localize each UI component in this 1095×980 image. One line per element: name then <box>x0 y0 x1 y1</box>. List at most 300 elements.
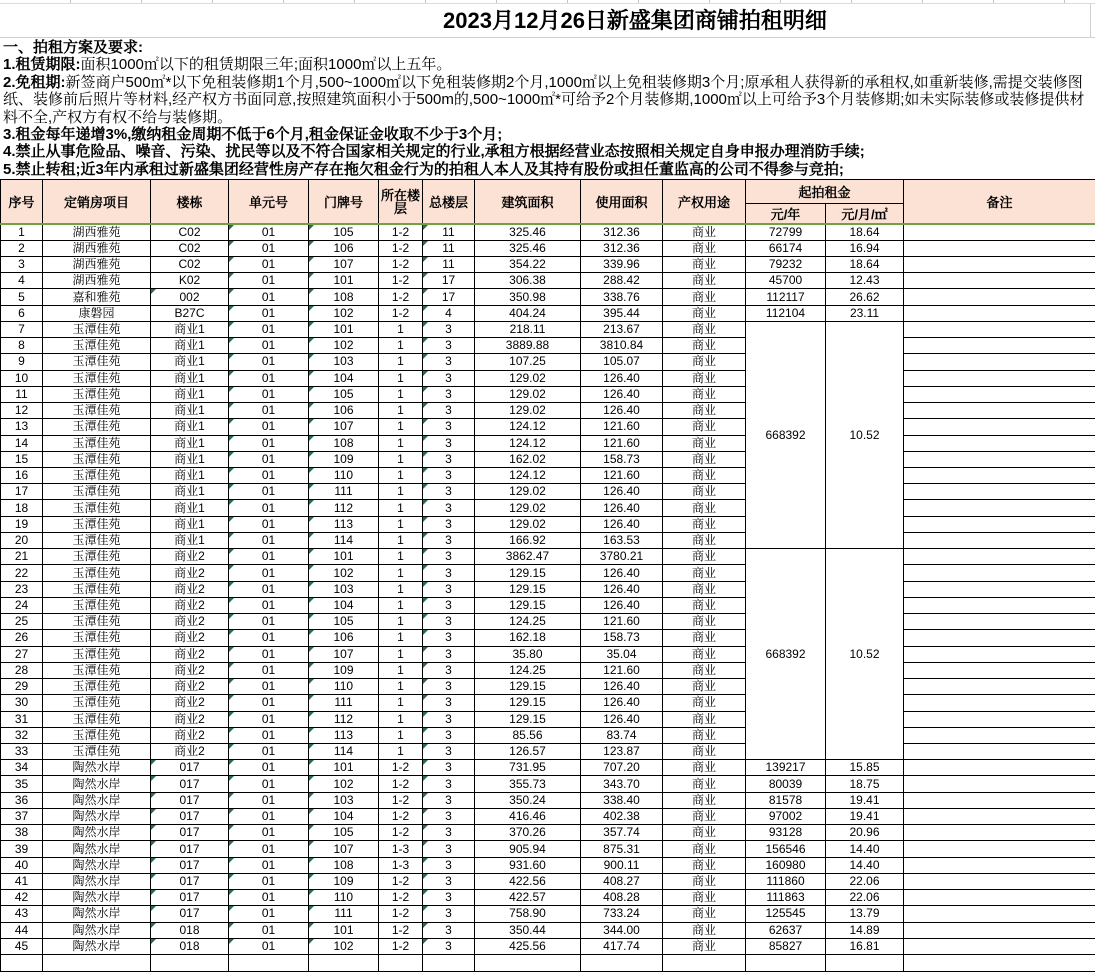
cell-unit[interactable]: 01 <box>229 354 309 370</box>
cell-unit[interactable]: 01 <box>229 646 309 662</box>
cell-remark[interactable] <box>904 354 1095 370</box>
cell-unit[interactable]: 01 <box>229 890 309 906</box>
cell-build_area[interactable]: 905.94 <box>475 841 581 857</box>
cell-door[interactable]: 107 <box>309 841 379 857</box>
cell-build_area[interactable]: 124.12 <box>475 468 581 484</box>
cell-floor[interactable]: 1 <box>379 549 423 565</box>
cell-project[interactable]: 湖西雅苑 <box>43 240 151 256</box>
cell-rent-month[interactable]: 19.41 <box>826 808 904 824</box>
cell-seq[interactable]: 18 <box>1 500 43 516</box>
cell-remark[interactable] <box>904 662 1095 678</box>
cell-seq[interactable]: 19 <box>1 516 43 532</box>
cell-usage[interactable]: 商业 <box>663 224 746 240</box>
cell-rent-month[interactable]: 18.75 <box>826 776 904 792</box>
cell-unit[interactable]: 01 <box>229 305 309 321</box>
cell-project[interactable]: 陶然水岸 <box>43 760 151 776</box>
cell-seq[interactable]: 12 <box>1 403 43 419</box>
cell-build_area[interactable]: 166.92 <box>475 532 581 548</box>
cell-project[interactable]: 玉潭佳苑 <box>43 419 151 435</box>
cell-usage[interactable]: 商业 <box>663 695 746 711</box>
cell-building[interactable]: 商业1 <box>151 468 229 484</box>
cell-use_area[interactable]: 417.74 <box>581 938 663 954</box>
cell-building[interactable]: 商业2 <box>151 727 229 743</box>
cell-rent-month[interactable]: 16.94 <box>826 240 904 256</box>
cell-door[interactable]: 111 <box>309 484 379 500</box>
cell-building[interactable]: B27C <box>151 305 229 321</box>
cell-unit[interactable]: 01 <box>229 338 309 354</box>
cell-project[interactable]: 玉潭佳苑 <box>43 727 151 743</box>
cell-unit[interactable]: 01 <box>229 321 309 337</box>
cell-building[interactable]: 017 <box>151 906 229 922</box>
cell-use_area[interactable]: 126.40 <box>581 565 663 581</box>
cell-door[interactable]: 101 <box>309 922 379 938</box>
cell-door[interactable]: 104 <box>309 597 379 613</box>
cell-floor[interactable]: 1 <box>379 679 423 695</box>
cell-door[interactable]: 108 <box>309 857 379 873</box>
cell-unit[interactable]: 01 <box>229 776 309 792</box>
cell-building[interactable]: 017 <box>151 890 229 906</box>
cell-floor[interactable]: 1-2 <box>379 776 423 792</box>
cell-rent-month[interactable]: 18.64 <box>826 256 904 272</box>
cell-rent-year[interactable]: 112104 <box>746 305 826 321</box>
cell-rent-month[interactable]: 15.85 <box>826 760 904 776</box>
col-header-rent-year[interactable]: 元/年 <box>746 204 826 225</box>
cell-use_area[interactable]: 344.00 <box>581 922 663 938</box>
cell-seq[interactable]: 36 <box>1 792 43 808</box>
cell-total_floors[interactable]: 3 <box>423 370 475 386</box>
cell-use_area[interactable]: 395.44 <box>581 305 663 321</box>
cell-usage[interactable]: 商业 <box>663 808 746 824</box>
cell-total_floors[interactable]: 3 <box>423 532 475 548</box>
cell-unit[interactable]: 01 <box>229 240 309 256</box>
cell-usage[interactable]: 商业 <box>663 484 746 500</box>
cell-use_area[interactable]: 339.96 <box>581 256 663 272</box>
cell-remark[interactable] <box>904 468 1095 484</box>
cell-seq[interactable]: 31 <box>1 711 43 727</box>
cell-door[interactable]: 109 <box>309 451 379 467</box>
cell-unit[interactable]: 01 <box>229 289 309 305</box>
cell-project[interactable]: 玉潭佳苑 <box>43 532 151 548</box>
cell-floor[interactable]: 1 <box>379 614 423 630</box>
cell-usage[interactable]: 商业 <box>663 792 746 808</box>
cell-rent-month[interactable]: 10.52 <box>826 549 904 760</box>
cell-use_area[interactable]: 408.27 <box>581 873 663 889</box>
cell-unit[interactable]: 01 <box>229 273 309 289</box>
cell-total_floors[interactable]: 3 <box>423 354 475 370</box>
cell-building[interactable]: 017 <box>151 760 229 776</box>
cell-total_floors[interactable]: 3 <box>423 338 475 354</box>
cell-build_area[interactable]: 3889.88 <box>475 338 581 354</box>
cell-door[interactable]: 114 <box>309 744 379 760</box>
cell-door[interactable]: 103 <box>309 354 379 370</box>
cell-usage[interactable]: 商业 <box>663 906 746 922</box>
cell-project[interactable]: 湖西雅苑 <box>43 273 151 289</box>
cell-empty[interactable] <box>379 955 423 972</box>
cell-project[interactable]: 玉潭佳苑 <box>43 679 151 695</box>
cell-door[interactable]: 110 <box>309 468 379 484</box>
cell-use_area[interactable]: 126.40 <box>581 500 663 516</box>
cell-build_area[interactable]: 124.12 <box>475 419 581 435</box>
cell-door[interactable]: 113 <box>309 516 379 532</box>
cell-seq[interactable]: 27 <box>1 646 43 662</box>
cell-build_area[interactable]: 218.11 <box>475 321 581 337</box>
cell-remark[interactable] <box>904 403 1095 419</box>
cell-project[interactable]: 玉潭佳苑 <box>43 386 151 402</box>
cell-rent-year[interactable]: 93128 <box>746 825 826 841</box>
cell-total_floors[interactable]: 3 <box>423 484 475 500</box>
cell-usage[interactable]: 商业 <box>663 776 746 792</box>
cell-total_floors[interactable]: 11 <box>423 256 475 272</box>
cell-floor[interactable]: 1-2 <box>379 224 423 240</box>
cell-seq[interactable]: 16 <box>1 468 43 484</box>
cell-building[interactable]: 商业2 <box>151 695 229 711</box>
cell-build_area[interactable]: 124.25 <box>475 662 581 678</box>
cell-build_area[interactable]: 129.15 <box>475 711 581 727</box>
cell-project[interactable]: 玉潭佳苑 <box>43 565 151 581</box>
cell-total_floors[interactable]: 3 <box>423 711 475 727</box>
cell-building[interactable]: 017 <box>151 792 229 808</box>
col-header-remark[interactable]: 备注 <box>904 180 1095 225</box>
cell-seq[interactable]: 4 <box>1 273 43 289</box>
cell-building[interactable]: C02 <box>151 256 229 272</box>
cell-use_area[interactable]: 121.60 <box>581 614 663 630</box>
cell-floor[interactable]: 1-2 <box>379 256 423 272</box>
cell-total_floors[interactable]: 3 <box>423 727 475 743</box>
cell-seq[interactable]: 21 <box>1 549 43 565</box>
cell-empty[interactable] <box>746 955 826 972</box>
cell-unit[interactable]: 01 <box>229 581 309 597</box>
cell-unit[interactable]: 01 <box>229 451 309 467</box>
cell-empty[interactable] <box>151 955 229 972</box>
cell-project[interactable]: 玉潭佳苑 <box>43 744 151 760</box>
cell-total_floors[interactable]: 11 <box>423 240 475 256</box>
cell-remark[interactable] <box>904 792 1095 808</box>
cell-usage[interactable]: 商业 <box>663 273 746 289</box>
cell-remark[interactable] <box>904 825 1095 841</box>
cell-door[interactable]: 112 <box>309 500 379 516</box>
cell-usage[interactable]: 商业 <box>663 922 746 938</box>
cell-floor[interactable]: 1 <box>379 419 423 435</box>
cell-project[interactable]: 玉潭佳苑 <box>43 695 151 711</box>
cell-project[interactable]: 玉潭佳苑 <box>43 711 151 727</box>
cell-building[interactable]: 017 <box>151 825 229 841</box>
cell-rent-month[interactable]: 23.11 <box>826 305 904 321</box>
cell-build_area[interactable]: 731.95 <box>475 760 581 776</box>
cell-floor[interactable]: 1 <box>379 744 423 760</box>
cell-remark[interactable] <box>904 305 1095 321</box>
cell-floor[interactable]: 1-2 <box>379 825 423 841</box>
cell-rent-year[interactable]: 668392 <box>746 321 826 548</box>
cell-project[interactable]: 陶然水岸 <box>43 857 151 873</box>
cell-seq[interactable]: 15 <box>1 451 43 467</box>
cell-total_floors[interactable]: 3 <box>423 906 475 922</box>
cell-total_floors[interactable]: 3 <box>423 614 475 630</box>
cell-door[interactable]: 108 <box>309 289 379 305</box>
cell-remark[interactable] <box>904 938 1095 954</box>
cell-usage[interactable]: 商业 <box>663 938 746 954</box>
cell-total_floors[interactable]: 3 <box>423 581 475 597</box>
cell-seq[interactable]: 20 <box>1 532 43 548</box>
cell-project[interactable]: 玉潭佳苑 <box>43 354 151 370</box>
cell-remark[interactable] <box>904 289 1095 305</box>
cell-total_floors[interactable]: 3 <box>423 646 475 662</box>
cell-rent-year[interactable]: 81578 <box>746 792 826 808</box>
cell-use_area[interactable]: 733.24 <box>581 906 663 922</box>
cell-remark[interactable] <box>904 256 1095 272</box>
cell-usage[interactable]: 商业 <box>663 679 746 695</box>
cell-door[interactable]: 103 <box>309 581 379 597</box>
cell-unit[interactable]: 01 <box>229 549 309 565</box>
cell-use_area[interactable]: 121.60 <box>581 435 663 451</box>
cell-unit[interactable]: 01 <box>229 841 309 857</box>
cell-seq[interactable]: 43 <box>1 906 43 922</box>
cell-door[interactable]: 111 <box>309 695 379 711</box>
cell-usage[interactable]: 商业 <box>663 727 746 743</box>
col-header-total-floors[interactable]: 总楼层 <box>423 180 475 225</box>
cell-build_area[interactable]: 354.22 <box>475 256 581 272</box>
cell-empty[interactable] <box>475 955 581 972</box>
cell-floor[interactable]: 1-2 <box>379 273 423 289</box>
cell-remark[interactable] <box>904 614 1095 630</box>
cell-use_area[interactable]: 707.20 <box>581 760 663 776</box>
cell-project[interactable]: 玉潭佳苑 <box>43 451 151 467</box>
cell-floor[interactable]: 1 <box>379 630 423 646</box>
cell-floor[interactable]: 1 <box>379 338 423 354</box>
cell-floor[interactable]: 1 <box>379 662 423 678</box>
cell-seq[interactable]: 26 <box>1 630 43 646</box>
cell-unit[interactable]: 01 <box>229 468 309 484</box>
cell-total_floors[interactable]: 3 <box>423 630 475 646</box>
cell-use_area[interactable]: 408.28 <box>581 890 663 906</box>
cell-building[interactable]: 017 <box>151 808 229 824</box>
cell-unit[interactable]: 01 <box>229 857 309 873</box>
cell-empty[interactable] <box>309 955 379 972</box>
cell-remark[interactable] <box>904 711 1095 727</box>
cell-rent-year[interactable]: 85827 <box>746 938 826 954</box>
cell-floor[interactable]: 1 <box>379 403 423 419</box>
cell-building[interactable]: 商业1 <box>151 532 229 548</box>
cell-seq[interactable]: 11 <box>1 386 43 402</box>
cell-door[interactable]: 101 <box>309 760 379 776</box>
cell-building[interactable]: 商业1 <box>151 370 229 386</box>
cell-usage[interactable]: 商业 <box>663 451 746 467</box>
cell-unit[interactable]: 01 <box>229 744 309 760</box>
cell-build_area[interactable]: 422.56 <box>475 873 581 889</box>
cell-project[interactable]: 湖西雅苑 <box>43 256 151 272</box>
cell-unit[interactable]: 01 <box>229 565 309 581</box>
cell-use_area[interactable]: 126.40 <box>581 516 663 532</box>
cell-remark[interactable] <box>904 597 1095 613</box>
cell-use_area[interactable]: 126.40 <box>581 370 663 386</box>
cell-build_area[interactable]: 425.56 <box>475 938 581 954</box>
cell-remark[interactable] <box>904 419 1095 435</box>
cell-unit[interactable]: 01 <box>229 256 309 272</box>
cell-rent-year[interactable]: 125545 <box>746 906 826 922</box>
cell-remark[interactable] <box>904 808 1095 824</box>
cell-door[interactable]: 107 <box>309 419 379 435</box>
cell-use_area[interactable]: 126.40 <box>581 484 663 500</box>
cell-total_floors[interactable]: 3 <box>423 419 475 435</box>
cell-build_area[interactable]: 162.18 <box>475 630 581 646</box>
cell-project[interactable]: 玉潭佳苑 <box>43 321 151 337</box>
cell-use_area[interactable]: 312.36 <box>581 224 663 240</box>
cell-seq[interactable]: 29 <box>1 679 43 695</box>
cell-floor[interactable]: 1 <box>379 386 423 402</box>
cell-building[interactable]: K02 <box>151 273 229 289</box>
cell-project[interactable]: 玉潭佳苑 <box>43 403 151 419</box>
cell-floor[interactable]: 1-2 <box>379 289 423 305</box>
cell-build_area[interactable]: 350.24 <box>475 792 581 808</box>
cell-remark[interactable] <box>904 873 1095 889</box>
cell-building[interactable]: 商业1 <box>151 403 229 419</box>
cell-usage[interactable]: 商业 <box>663 597 746 613</box>
cell-building[interactable]: 017 <box>151 873 229 889</box>
cell-floor[interactable]: 1 <box>379 435 423 451</box>
cell-total_floors[interactable]: 3 <box>423 808 475 824</box>
cell-usage[interactable]: 商业 <box>663 841 746 857</box>
cell-door[interactable]: 102 <box>309 776 379 792</box>
cell-seq[interactable]: 39 <box>1 841 43 857</box>
cell-use_area[interactable]: 121.60 <box>581 419 663 435</box>
cell-floor[interactable]: 1-2 <box>379 305 423 321</box>
cell-floor[interactable]: 1 <box>379 581 423 597</box>
cell-project[interactable]: 玉潭佳苑 <box>43 500 151 516</box>
cell-project[interactable]: 陶然水岸 <box>43 922 151 938</box>
cell-seq[interactable]: 7 <box>1 321 43 337</box>
cell-building[interactable]: 商业1 <box>151 516 229 532</box>
cell-rent-month[interactable]: 14.40 <box>826 857 904 873</box>
cell-building[interactable]: 商业1 <box>151 354 229 370</box>
cell-door[interactable]: 111 <box>309 906 379 922</box>
cell-use_area[interactable]: 402.38 <box>581 808 663 824</box>
cell-building[interactable]: 商业1 <box>151 484 229 500</box>
cell-project[interactable]: 陶然水岸 <box>43 890 151 906</box>
col-header-rent-group[interactable]: 起拍租金 <box>746 180 904 204</box>
cell-unit[interactable]: 01 <box>229 419 309 435</box>
cell-use_area[interactable]: 338.76 <box>581 289 663 305</box>
cell-build_area[interactable]: 422.57 <box>475 890 581 906</box>
cell-build_area[interactable]: 124.12 <box>475 435 581 451</box>
cell-unit[interactable]: 01 <box>229 727 309 743</box>
cell-usage[interactable]: 商业 <box>663 646 746 662</box>
cell-build_area[interactable]: 416.46 <box>475 808 581 824</box>
cell-seq[interactable]: 35 <box>1 776 43 792</box>
cell-project[interactable]: 玉潭佳苑 <box>43 516 151 532</box>
cell-use_area[interactable]: 900.11 <box>581 857 663 873</box>
cell-use_area[interactable]: 121.60 <box>581 468 663 484</box>
cell-empty[interactable] <box>904 955 1095 972</box>
cell-build_area[interactable]: 355.73 <box>475 776 581 792</box>
cell-rent-month[interactable]: 19.41 <box>826 792 904 808</box>
cell-build_area[interactable]: 3862.47 <box>475 549 581 565</box>
cell-total_floors[interactable]: 17 <box>423 289 475 305</box>
cell-remark[interactable] <box>904 484 1095 500</box>
cell-remark[interactable] <box>904 727 1095 743</box>
cell-floor[interactable]: 1 <box>379 597 423 613</box>
cell-total_floors[interactable]: 3 <box>423 890 475 906</box>
cell-seq[interactable]: 6 <box>1 305 43 321</box>
cell-build_area[interactable]: 370.26 <box>475 825 581 841</box>
cell-build_area[interactable]: 129.02 <box>475 386 581 402</box>
cell-remark[interactable] <box>904 646 1095 662</box>
cell-project[interactable]: 陶然水岸 <box>43 873 151 889</box>
cell-project[interactable]: 玉潭佳苑 <box>43 370 151 386</box>
cell-project[interactable]: 陶然水岸 <box>43 938 151 954</box>
cell-unit[interactable]: 01 <box>229 825 309 841</box>
cell-use_area[interactable]: 875.31 <box>581 841 663 857</box>
cell-total_floors[interactable]: 3 <box>423 760 475 776</box>
cell-remark[interactable] <box>904 321 1095 337</box>
cell-rent-year[interactable]: 112117 <box>746 289 826 305</box>
cell-total_floors[interactable]: 3 <box>423 451 475 467</box>
cell-usage[interactable]: 商业 <box>663 614 746 630</box>
cell-floor[interactable]: 1 <box>379 646 423 662</box>
cell-seq[interactable]: 28 <box>1 662 43 678</box>
cell-use_area[interactable]: 35.04 <box>581 646 663 662</box>
cell-unit[interactable]: 01 <box>229 808 309 824</box>
cell-remark[interactable] <box>904 679 1095 695</box>
cell-remark[interactable] <box>904 857 1095 873</box>
cell-project[interactable]: 玉潭佳苑 <box>43 549 151 565</box>
cell-use_area[interactable]: 158.73 <box>581 630 663 646</box>
cell-floor[interactable]: 1 <box>379 565 423 581</box>
cell-remark[interactable] <box>904 744 1095 760</box>
cell-building[interactable]: 商业1 <box>151 419 229 435</box>
cell-project[interactable]: 陶然水岸 <box>43 906 151 922</box>
cell-floor[interactable]: 1 <box>379 711 423 727</box>
cell-seq[interactable]: 9 <box>1 354 43 370</box>
cell-usage[interactable]: 商业 <box>663 419 746 435</box>
cell-rent-year[interactable]: 111863 <box>746 890 826 906</box>
cell-rent-year[interactable]: 80039 <box>746 776 826 792</box>
col-header-building[interactable]: 楼栋 <box>151 180 229 225</box>
cell-usage[interactable]: 商业 <box>663 873 746 889</box>
cell-use_area[interactable]: 3780.21 <box>581 549 663 565</box>
cell-total_floors[interactable]: 3 <box>423 938 475 954</box>
cell-usage[interactable]: 商业 <box>663 468 746 484</box>
cell-project[interactable]: 玉潭佳苑 <box>43 614 151 630</box>
cell-remark[interactable] <box>904 760 1095 776</box>
cell-build_area[interactable]: 325.46 <box>475 240 581 256</box>
cell-rent-month[interactable]: 16.81 <box>826 938 904 954</box>
cell-seq[interactable]: 24 <box>1 597 43 613</box>
cell-remark[interactable] <box>904 565 1095 581</box>
col-header-unit[interactable]: 单元号 <box>229 180 309 225</box>
cell-door[interactable]: 110 <box>309 890 379 906</box>
cell-total_floors[interactable]: 3 <box>423 825 475 841</box>
cell-total_floors[interactable]: 3 <box>423 468 475 484</box>
cell-seq[interactable]: 37 <box>1 808 43 824</box>
cell-use_area[interactable]: 213.67 <box>581 321 663 337</box>
cell-floor[interactable]: 1-2 <box>379 890 423 906</box>
cell-floor[interactable]: 1-2 <box>379 873 423 889</box>
cell-project[interactable]: 玉潭佳苑 <box>43 646 151 662</box>
cell-usage[interactable]: 商业 <box>663 744 746 760</box>
cell-door[interactable]: 103 <box>309 792 379 808</box>
cell-unit[interactable]: 01 <box>229 630 309 646</box>
cell-use_area[interactable]: 343.70 <box>581 776 663 792</box>
col-header-seq[interactable]: 序号 <box>1 180 43 225</box>
cell-door[interactable]: 102 <box>309 338 379 354</box>
cell-use_area[interactable]: 338.40 <box>581 792 663 808</box>
cell-usage[interactable]: 商业 <box>663 386 746 402</box>
col-header-use-area[interactable]: 使用面积 <box>581 180 663 225</box>
cell-build_area[interactable]: 758.90 <box>475 906 581 922</box>
cell-floor[interactable]: 1 <box>379 321 423 337</box>
cell-remark[interactable] <box>904 451 1095 467</box>
cell-empty[interactable] <box>229 955 309 972</box>
cell-usage[interactable]: 商业 <box>663 581 746 597</box>
